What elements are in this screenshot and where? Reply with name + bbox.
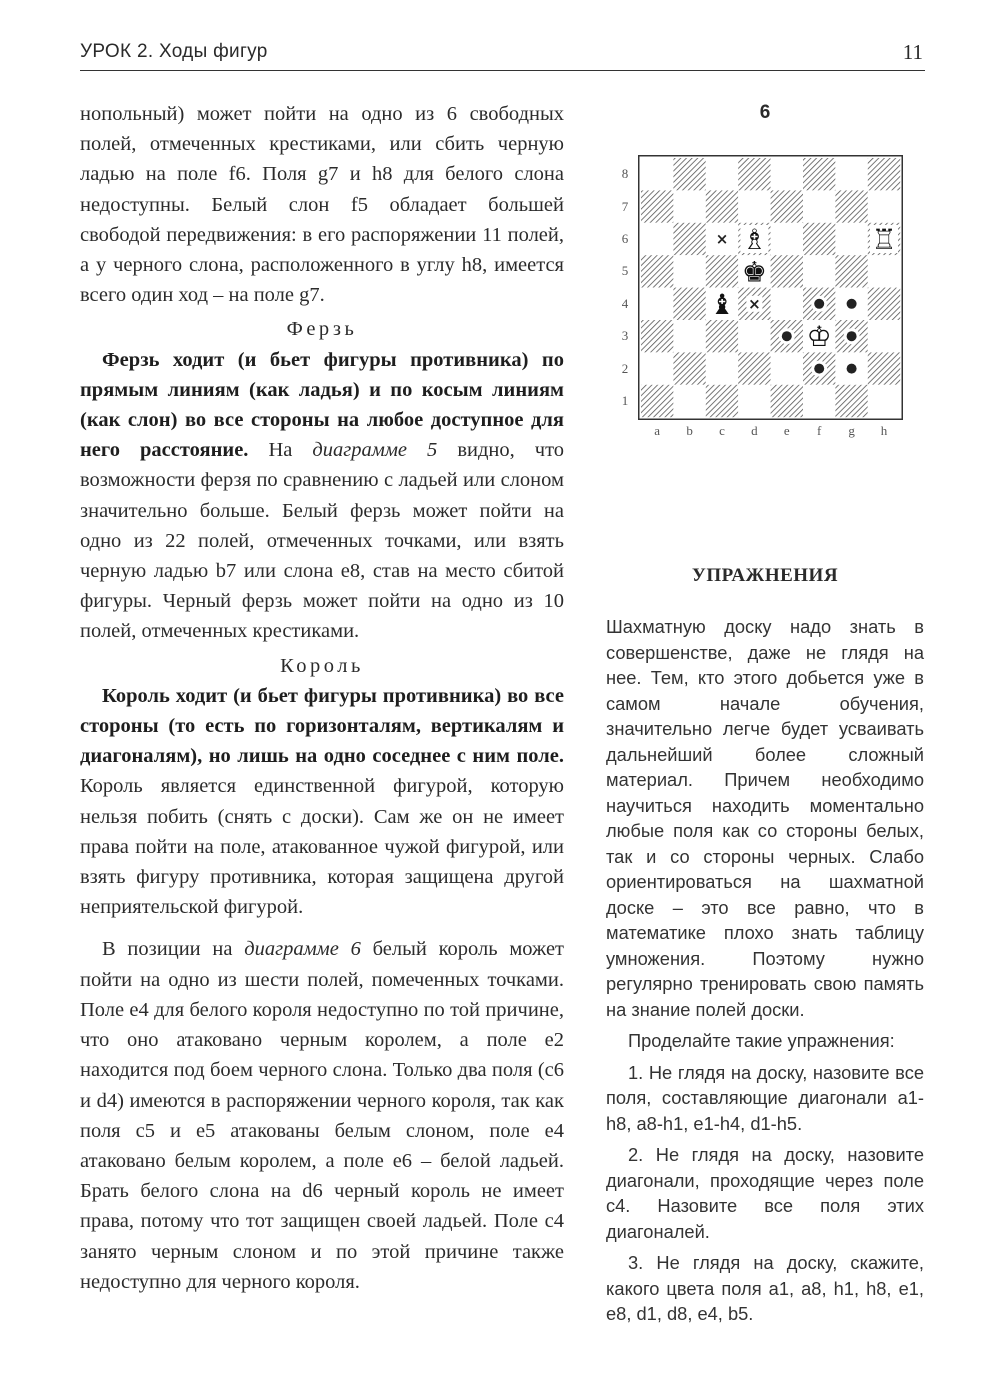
- board-square: [706, 352, 738, 384]
- chess-diagram: [606, 102, 924, 442]
- board-square: [738, 158, 770, 190]
- chess-board: [638, 155, 903, 420]
- rank-label: 7: [621, 198, 629, 214]
- board-square: [868, 255, 900, 287]
- board-square: [641, 320, 673, 352]
- board-square: [641, 190, 673, 222]
- king-heading: Король: [280, 654, 364, 677]
- left-column: [80, 99, 564, 1297]
- board-square: [673, 352, 705, 384]
- paragraph-diagram-6: В позиции на диаграмме 6 белый король может пойти на одно из шести полей, помеченных точками. Поле e4 для белого короля недоступно по той причине, что оно атаковано черным королем, а поле e2 находится под боем черного слона. Только два поля (c6 и d4) имеются в распоряжении черного короля, так как поля c5 и e5 атакованы белым слоном, поле e4 атаковано белым королем, а поле e6 – белой ладьей. Брать белого слона на d6 черный король не имеет права, потому что тот защищен своей ладьей. Поле c4 занято черным слоном и по этой причине также недоступно для черного короля.: [80, 938, 564, 1293]
- rank-label: 3: [621, 328, 629, 344]
- board-square: [673, 158, 705, 190]
- board-square: [868, 385, 900, 417]
- board-square: [771, 223, 803, 255]
- board-square: [641, 255, 673, 287]
- exercises-intro: Шахматную доску надо знать в совершенстве, даже не глядя на нее. Тем, кто этого добьется уже в самом начале обучения, значительно легче будет усваивать дальнейший более сложный материал. Причем необходимо научиться находить моментально любые поля как со стороны белых, так и со стороны черных. Слабо ориентироваться на шахматной доске – это все равно, что в математике плохо знать таблицу умножения. Поэтому нужно регулярно тренировать свою память на знание полей доски.: [606, 616, 924, 1020]
- rank-label: 6: [621, 231, 629, 246]
- rank-label: 5: [621, 263, 629, 279]
- board-square: [706, 255, 738, 287]
- queen-heading: Ферзь: [286, 318, 358, 341]
- board-square: [771, 255, 803, 287]
- king-rule-bold: Король ходит (и бьет фигуры противника) во все стороны (то есть по горизонталям, вертикалям и диагоналям), но лишь на одно соседнее с ним поле.: [80, 684, 564, 768]
- exercises-text: [606, 614, 924, 1327]
- move-dot-f2: [814, 364, 824, 374]
- white-bishop-icon: ♗: [741, 223, 767, 256]
- board-square: [641, 158, 673, 190]
- board-square: [803, 190, 835, 222]
- board-square: [673, 255, 705, 287]
- paragraph-king: Король ходит (и бьет фигуры противника) во все стороны (то есть по горизонталям, вертикалям и диагоналям), но лишь на одно соседнее с ним поле. Король является единственной фигурой, которую нельзя побить (снять с доски). Сам же он не имеет права пойти на поле, атакованное чужой фигурой, или взять фигуру противника, которая защищена другой неприятельской фигурой.: [80, 684, 564, 919]
- file-label: h: [880, 423, 888, 438]
- diagram-number: 6: [759, 102, 771, 123]
- board-square: [706, 385, 738, 417]
- board-square: [771, 352, 803, 384]
- board-square: [641, 385, 673, 417]
- board-square: [868, 352, 900, 384]
- white-king-icon: ♔: [806, 320, 832, 354]
- diagram-5-ref: диаграмме 5: [312, 439, 438, 462]
- exercise-item: 3. Не глядя на доску, скажите, какого цвета поля a1, a8, h1, h8, e1, e8, d1, d8, e4, b5.: [606, 1252, 924, 1324]
- running-header: [80, 40, 925, 71]
- white-rook-icon: ♖: [871, 223, 897, 256]
- file-label: e: [783, 423, 790, 438]
- board-square: [803, 255, 835, 287]
- board-square: [835, 223, 867, 255]
- page-number: 11: [902, 40, 923, 64]
- rank-label: 2: [621, 360, 629, 376]
- board-square: [771, 158, 803, 190]
- board-square: [803, 223, 835, 255]
- board-square: [641, 223, 673, 255]
- exercises-title: УПРАЖНЕНИЯ: [691, 565, 839, 586]
- move-cross-c6: ×: [715, 230, 729, 248]
- board-square: [706, 320, 738, 352]
- move-cross-d4: ×: [748, 294, 761, 313]
- exercise-item: 1. Не глядя на доску, назовите все поля, составляющие диагонали a1-h8, a8-h1, e1-h4, d1-h5.: [606, 1061, 924, 1134]
- diagram-6-ref: диаграмме 6: [244, 938, 361, 961]
- black-bishop-icon: ♝: [709, 287, 735, 321]
- paragraph-queen: Ферзь ходит (и бьет фигуры противника) по прямым линиям (как ладья) и по косым линиям (как слон) во все стороны на любое доступное для него расстояние. На диаграмме 5 видно, что возможности ферзя по сравнению с ладьей или слоном значительно больше. Белый ферзь может пойти на одно из 22 полей, отмеченных точками, или взять черную ладью b7 или слона e8, став на место сбитой фигуры. Черный ферзь может пойти на одно из 10 полей, отмеченных крестиками.: [80, 348, 565, 643]
- board-square: [771, 385, 803, 417]
- board-square: [803, 385, 835, 417]
- board-square: [738, 190, 770, 222]
- board-square: [706, 158, 738, 190]
- board-square: [771, 288, 803, 320]
- board-square: [868, 320, 900, 352]
- board-square: [673, 385, 705, 417]
- queen-rule-bold: Ферзь ходит (и бьет фигуры противника) по прямым линиям (как ладья) и по косым линиям (как слон) во все стороны на любое доступное для него расстояние.: [80, 348, 564, 462]
- exercise-item: 2. Не глядя на доску, назовите диагонали, проходящие через поле c4. Назовите все поля этих диагоналей.: [606, 1144, 924, 1242]
- board-square: [868, 190, 900, 222]
- file-label: d: [751, 423, 758, 438]
- board-square: [706, 190, 738, 222]
- paragraph-bishop-continuation: нопольный) может пойти на одно из 6 свободных полей, отмеченных крестиками, или сбить черную ладью на поле f6. Поля g7 и h8 для белого слона недоступны. Белый слон f5 обладает большей свободой передвижения: в его распоряжении 11 полей, а у черного слона, расположенного в углу h8, имеется всего один ход – на поле g7.: [80, 103, 564, 307]
- board-square: [868, 288, 900, 320]
- board-square: [835, 385, 867, 417]
- rank-label: 1: [621, 393, 629, 408]
- move-dot-g2: [847, 364, 857, 374]
- move-dot-g4: [847, 299, 857, 309]
- board-square: [771, 190, 803, 222]
- file-label: g: [848, 423, 855, 438]
- board-square: [803, 158, 835, 190]
- move-dot-g3: [847, 331, 857, 341]
- board-square: [738, 320, 770, 352]
- file-label: c: [719, 423, 725, 438]
- board-square: [673, 223, 705, 255]
- move-dot-f4: [814, 299, 824, 309]
- board-square: [641, 288, 673, 320]
- board-square: [738, 385, 770, 417]
- board-square: [738, 352, 770, 384]
- black-king-icon: ♚: [741, 255, 767, 289]
- board-square: [673, 288, 705, 320]
- file-label: b: [686, 423, 693, 438]
- board-square: [835, 190, 867, 222]
- board-square: [835, 158, 867, 190]
- rank-label: 4: [621, 295, 629, 311]
- board-square: [868, 158, 900, 190]
- file-label: a: [654, 423, 661, 438]
- board-square: [673, 190, 705, 222]
- board-square: [835, 255, 867, 287]
- move-dot-e3: [782, 331, 792, 341]
- exercises-lead: Проделайте такие упражнения:: [628, 1030, 895, 1051]
- file-label: f: [817, 423, 822, 438]
- board-square: [673, 320, 705, 352]
- lesson-title: УРОК 2. Ходы фигур: [80, 41, 268, 62]
- rank-label: 8: [621, 166, 629, 182]
- board-square: [641, 352, 673, 384]
